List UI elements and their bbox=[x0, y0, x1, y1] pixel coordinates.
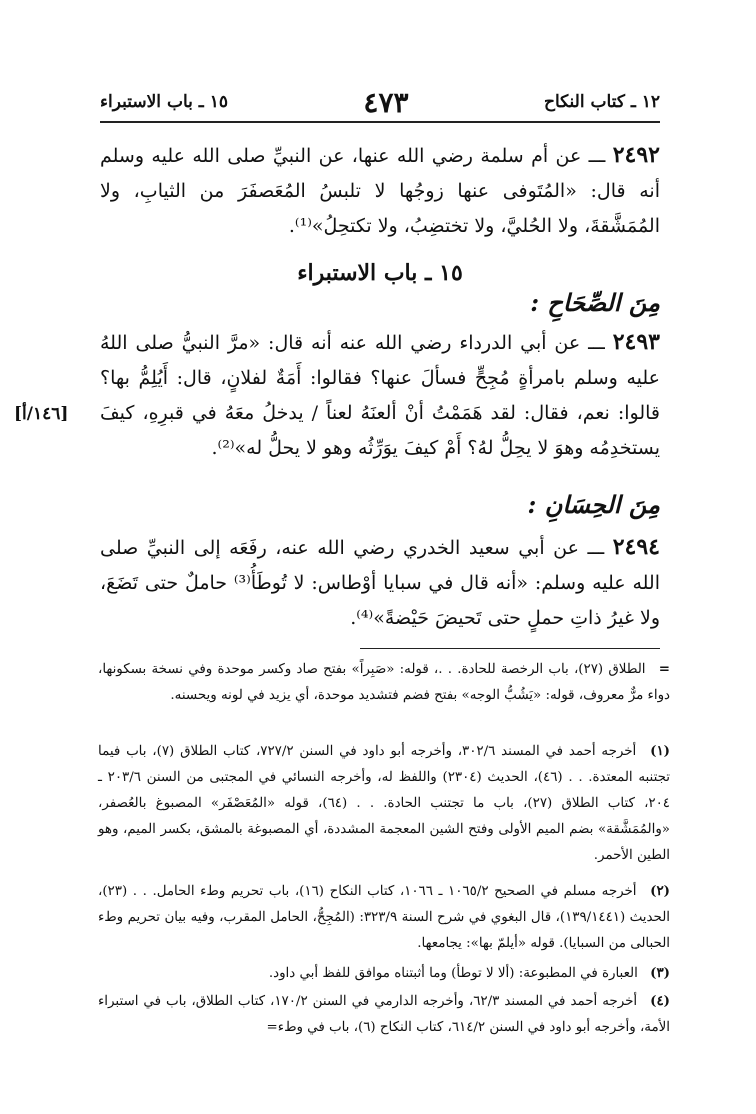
hadith-text: ـــ عن أبي سعيد الخدري رضي الله عنه، رفَعَه إلى النبيِّ صلى الله عليه وسلم: «أنه قال في سبايا أوْطاس: لا تُوطَأُ⁽³⁾ حاملٌ حتى تَضَعَ، ولا غيرُ ذاتِ حملٍ حتى تَحيضَ حَيْضةً»⁽⁴⁾. bbox=[100, 537, 660, 629]
chapter-heading: ١٥ ـ باب الاستبراء bbox=[297, 260, 463, 286]
running-header bbox=[100, 84, 660, 120]
hadith-2493 bbox=[100, 325, 660, 466]
section-heading-hisan: مِنَ الحِسَانِ : bbox=[527, 490, 660, 519]
hadith-2494 bbox=[100, 530, 660, 636]
footnote-4: (٤) أخرجه أحمد في المسند ٦٢/٣، وأخرجه الدارمي في السنن ١٧٠/٢، كتاب الطلاق، باب في استبراء الأمة، وأخرجه أبو داود في السنن ٦١٤/٢، كتاب النكاح (٦)، باب في وطء= bbox=[98, 993, 670, 1035]
header-divider bbox=[100, 121, 660, 123]
footnote-continuation: = الطلاق (٢٧)، باب الرخصة للحادة. . .، قوله: «صَبِراً» بفتح صاد وكسر موحدة وفي نسخة بسكونها، دواء مرٌّ معروف، قوله: «يَشُبُّ الوجه» بفتح فضم فتشديد موحدة، أي يزيد في لونه ويحسنه. bbox=[98, 661, 670, 703]
hadith-number: ٢٤٩٤ bbox=[612, 534, 660, 560]
page-number: ٤٧٣ bbox=[363, 85, 409, 119]
hadith-text: ـــ عن أبي الدرداء رضي الله عنه أنه قال: «مرَّ النبيُّ صلى اللهُ عليه وسلم بامرأةٍ مُجِحٍّ فسألَ عنها؟ فقالوا: أَمَةٌ لفلانٍ، قال: أَيُلِمُّ بها؟ قالوا: نعم، فقال: لقد هَمَمْتُ أنْ ألعنَهُ لعناً / يدخلُ معَهُ في قبرِهِ، كيفَ يستخدِمُه وهوَ لا يحِلُّ لهُ؟ أَمْ كيفَ يوَرِّثُه وهو لا يحلُّ له»⁽²⁾. bbox=[100, 332, 660, 459]
hadith-number: ٢٤٩٣ bbox=[612, 329, 660, 355]
footnote-1: (١) أخرجه أحمد في المسند ٣٠٢/٦، وأخرجه أبو داود في السنن ٧٢٧/٢، كتاب الطلاق (٧)، باب فيما تجتنبه المعتدة. . . (٤٦)، الحديث (٢٣٠٤) واللفظ له، وأخرجه النسائي في المجتبى من السنن ٢٠٣/٦ ـ ٢٠٤، كتاب الطلاق (٢٧)، باب ما تجتنب الحادة. . . (٦٤)، قوله «المُعَصْفَر» المصبوغ بالعُصفر، «والمُمَشَّقة» بضم الميم الأولى وفتح الشين المعجمة المشددة، أي المصبوغة بالمشق، بكسر الميم، وهو الطين الأحمر. bbox=[98, 743, 671, 863]
hadith-text: ـــ عن أم سلمة رضي الله عنها، عن النبيِّ صلى الله عليه وسلم أنه قال: «المُتَوفى عنها زوجُها لا تلبسُ المُعَصفَرَ من الثيابِ، ولا المُمَشَّقةَ، ولا الحُليَّ، ولا تختضِبُ، ولا تكتحِلُ»⁽¹⁾. bbox=[100, 145, 660, 237]
footnote-2: (٢) أخرجه مسلم في الصحيح ١٠٦٥/٢ ـ ١٠٦٦، كتاب النكاح (١٦)، باب تحريم وطء الحامل. . . (٢٣)، الحديث (١٣٩/١٤٤١)، قال البغوي في شرح السنة ٣٢٣/٩: (المُجِحُّ، الحامل المقرب، وفيه بيان تحريم وطء الحبالى من السبايا). قوله «أيلمّ بها»: يجامعها. bbox=[98, 883, 670, 951]
footnote-divider bbox=[360, 648, 660, 649]
section-heading-sahih: مِنَ الصِّحَاحِ : bbox=[530, 288, 660, 317]
footnote-3: (٣) العبارة في المطبوعة: (ألا لا توطأ) وما أثبتناه موافق للفظ أبي داود. bbox=[268, 965, 670, 981]
hadith-number: ٢٤٩٢ bbox=[612, 142, 660, 168]
manuscript-folio-marker: [١٤٦/أ] bbox=[14, 404, 69, 424]
header-book-title: ١٢ ـ كتاب النكاح bbox=[544, 92, 660, 112]
hadith-2492 bbox=[100, 138, 660, 244]
header-chapter-title: ١٥ ـ باب الاستبراء bbox=[100, 92, 228, 112]
